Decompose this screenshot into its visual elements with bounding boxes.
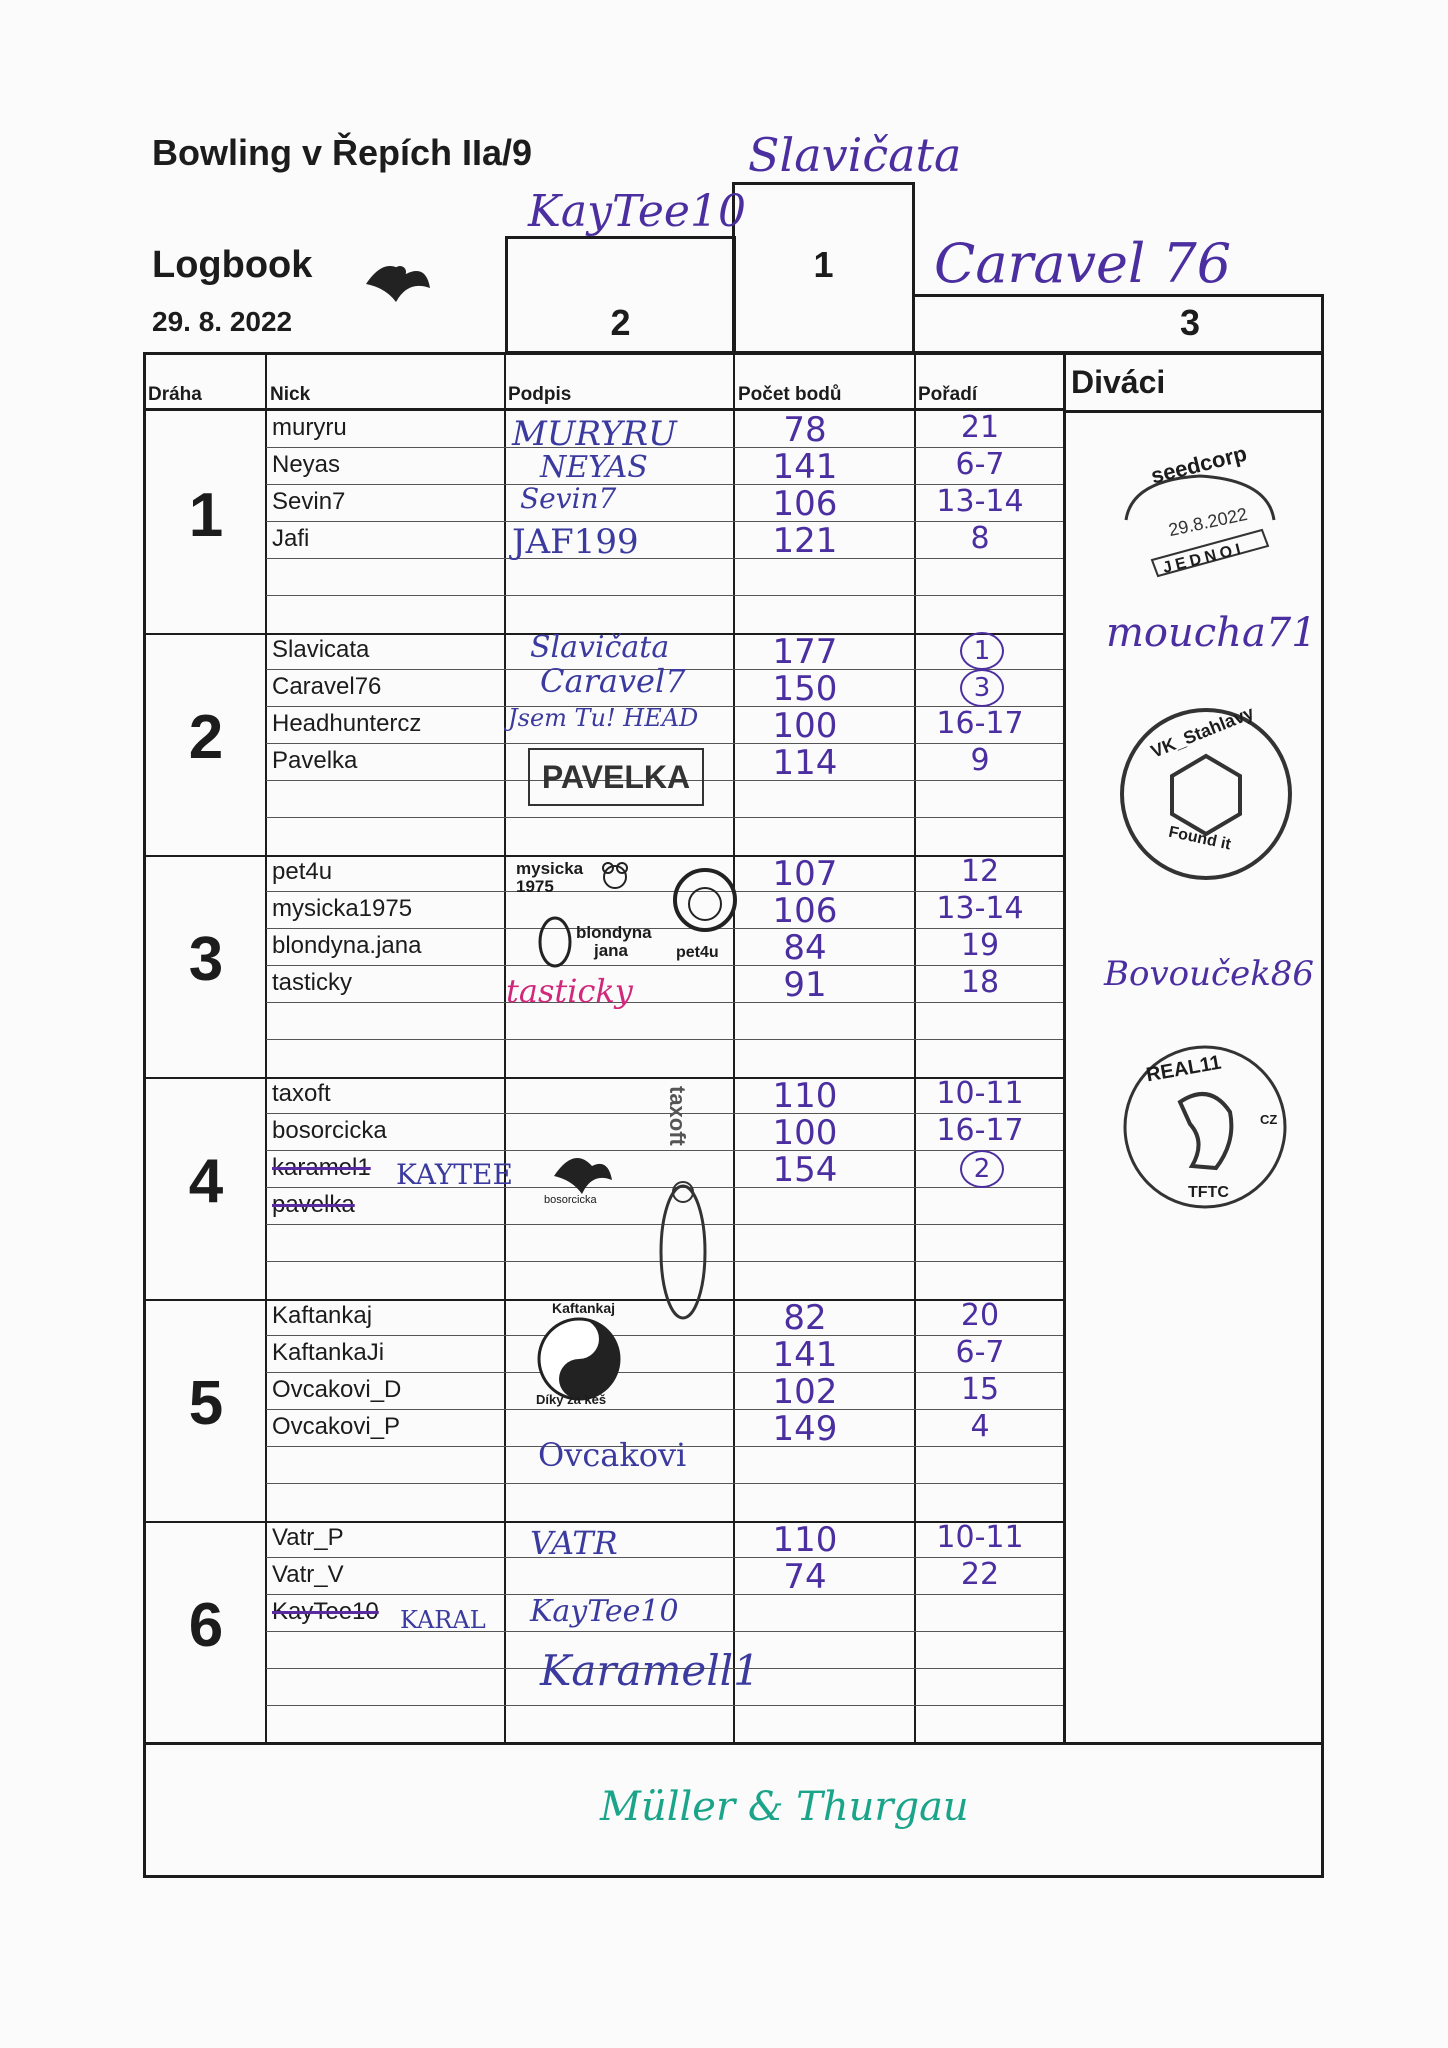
sig-kaftankaj-stamp: Kaftankaj bbox=[552, 1300, 616, 1316]
blonde-face-stamp-icon bbox=[536, 914, 574, 970]
lane-number: 1 bbox=[188, 481, 224, 550]
sig-sevin7: Sevin7 bbox=[520, 482, 617, 515]
sig-neyas: NEYAS bbox=[540, 450, 648, 485]
logbook-date: 29. 8. 2022 bbox=[152, 306, 293, 337]
witch-stamp-icon bbox=[356, 244, 436, 310]
row-line bbox=[266, 1631, 1063, 1632]
player-rank: 6-7 bbox=[955, 447, 1005, 482]
row-line bbox=[266, 1705, 1063, 1706]
podium-first-name: Slavičata bbox=[748, 128, 962, 182]
player-nick: pet4u bbox=[272, 858, 333, 885]
player-points: 74 bbox=[783, 1557, 827, 1597]
lane-number: 4 bbox=[188, 1147, 224, 1216]
spectator-bovoucek86: Bovouček86 bbox=[1104, 954, 1315, 994]
col-line-nick bbox=[504, 352, 506, 1744]
player-points: 177 bbox=[772, 632, 838, 672]
player-rank: 18 bbox=[960, 965, 1000, 1000]
player-nick: muryru bbox=[272, 414, 347, 441]
col-rank: Pořadí bbox=[918, 384, 978, 405]
col-lane: Dráha bbox=[148, 384, 202, 405]
col-line-rank bbox=[1063, 352, 1066, 1744]
player-nick: Ovcakovi_P bbox=[272, 1413, 401, 1440]
vk-stamp-bottom: Found it bbox=[1167, 823, 1233, 854]
podium-third bbox=[912, 294, 1324, 354]
player-nick: taxoft bbox=[272, 1080, 331, 1107]
seedcorp-stamp-date: 29.8.2022 bbox=[1166, 503, 1250, 541]
player-rank: 10-11 bbox=[936, 1520, 1024, 1555]
seedcorp-stamp-top: seedcorp bbox=[1148, 440, 1250, 489]
player-points: 100 bbox=[772, 706, 838, 746]
sig-muryru: MURYRU bbox=[512, 414, 677, 454]
sig-diky-za-kes: Díky za keš bbox=[536, 1392, 607, 1407]
real11-stamp-country: CZ bbox=[1260, 1112, 1278, 1127]
col-spectators: Diváci bbox=[1071, 364, 1166, 400]
player-points: 84 bbox=[783, 928, 827, 968]
sig-pavelka-stamp: PAVELKA bbox=[528, 748, 704, 806]
player-nick: Slavicata bbox=[272, 636, 370, 663]
player-points: 106 bbox=[772, 891, 838, 931]
sig-ovcakovi: Ovcakovi bbox=[538, 1436, 687, 1474]
player-nick: tasticky bbox=[272, 969, 353, 996]
player-points: 82 bbox=[783, 1298, 827, 1338]
player-points: 106 bbox=[772, 484, 838, 524]
player-rank: 13-14 bbox=[936, 484, 1024, 519]
sig-pet4u-stamp: pet4u bbox=[676, 944, 719, 961]
sig-mysicka-stamp: mysicka 1975 bbox=[516, 859, 584, 896]
vk-stamp-top: VK_Stahlavy bbox=[1148, 702, 1257, 762]
player-points: 121 bbox=[772, 521, 838, 561]
col-line-points bbox=[914, 352, 916, 1744]
logbook-label: Logbook bbox=[152, 244, 313, 286]
podium-second-name: KayTee10 bbox=[528, 186, 746, 237]
player-nick: pavelka bbox=[272, 1191, 355, 1218]
podium-second-place: 2 bbox=[610, 302, 631, 343]
col-nick: Nick bbox=[270, 384, 311, 405]
player-rank: 6-7 bbox=[955, 1335, 1005, 1370]
sig-karamell1: Karamell1 bbox=[540, 1646, 760, 1695]
row-line bbox=[266, 1039, 1063, 1040]
player-nick: Headhuntercz bbox=[272, 710, 422, 737]
player-nick: Pavelka bbox=[272, 747, 358, 774]
lane-number: 3 bbox=[188, 925, 224, 994]
podium-third-place: 3 bbox=[1179, 302, 1201, 343]
sig-kaytee-note: KAYTEE bbox=[396, 1158, 513, 1191]
col-line-sig bbox=[733, 352, 735, 1744]
player-points: 154 bbox=[772, 1150, 838, 1190]
player-points: 78 bbox=[783, 410, 827, 450]
player-rank: 4 bbox=[970, 1409, 990, 1444]
col-points: Počet bodů bbox=[738, 384, 842, 405]
player-points: 114 bbox=[772, 743, 838, 783]
player-nick: KayTee10 bbox=[272, 1598, 379, 1625]
row-line bbox=[266, 558, 1063, 559]
sig-slavicata: Slavičata bbox=[530, 630, 670, 665]
row-line bbox=[266, 1150, 1063, 1151]
player-rank: 15 bbox=[960, 1372, 1000, 1407]
spectators-header-line bbox=[1063, 410, 1324, 413]
gecko-stamp-icon bbox=[648, 1172, 718, 1332]
player-nick: Sevin7 bbox=[272, 488, 346, 515]
player-nick: karamel1 bbox=[272, 1154, 371, 1181]
player-rank: 13-14 bbox=[936, 891, 1024, 926]
row-line bbox=[266, 1483, 1063, 1484]
real11-stamp-top: REAL11 bbox=[1144, 1051, 1223, 1087]
player-rank: 21 bbox=[960, 410, 1000, 445]
page-title: Bowling v Řepích IIa/9 bbox=[152, 132, 533, 173]
player-nick: Vatr_V bbox=[272, 1561, 344, 1588]
row-line bbox=[266, 1002, 1063, 1003]
podium-first-place: 1 bbox=[813, 244, 834, 285]
player-points: 150 bbox=[772, 669, 838, 709]
player-rank: 10-11 bbox=[936, 1076, 1024, 1111]
yin-yang-icon bbox=[536, 1316, 622, 1402]
player-points: 110 bbox=[772, 1520, 838, 1560]
player-rank: 16-17 bbox=[936, 706, 1024, 741]
podium-third-name: Caravel 76 bbox=[934, 232, 1232, 295]
sig-blondyna-stamp: blondyna jana bbox=[576, 923, 652, 960]
player-rank: 2 bbox=[960, 1150, 1004, 1188]
karal-note: KARAL bbox=[400, 1606, 486, 1634]
sig-taxoft-stamp: taxoft bbox=[665, 1086, 690, 1146]
player-rank: 1 bbox=[960, 632, 1004, 670]
player-points: 102 bbox=[772, 1372, 838, 1412]
player-nick: Jafi bbox=[272, 525, 310, 552]
player-nick: KaftankaJi bbox=[272, 1339, 385, 1366]
player-points: 141 bbox=[772, 447, 838, 487]
player-nick: bosorcicka bbox=[272, 1117, 387, 1144]
lane-number: 6 bbox=[188, 1591, 224, 1660]
player-points: 110 bbox=[772, 1076, 838, 1116]
player-nick: Neyas bbox=[272, 451, 341, 478]
player-points: 107 bbox=[772, 854, 838, 894]
lane-number: 2 bbox=[188, 703, 224, 772]
player-rank: 3 bbox=[960, 669, 1004, 707]
player-rank: 12 bbox=[960, 854, 1000, 889]
player-rank: 16-17 bbox=[936, 1113, 1024, 1148]
player-rank: 22 bbox=[960, 1557, 1000, 1592]
player-rank: 9 bbox=[970, 743, 990, 778]
sig-tasticky: tasticky bbox=[506, 972, 633, 1010]
player-rank: 19 bbox=[960, 928, 1000, 963]
player-rank: 8 bbox=[970, 521, 990, 556]
lion-stamp-icon bbox=[668, 860, 742, 956]
player-nick: Kaftankaj bbox=[272, 1302, 373, 1329]
player-points: 141 bbox=[772, 1335, 838, 1375]
mouse-stamp-icon bbox=[598, 860, 632, 894]
sig-jafi: JAF199 bbox=[512, 522, 639, 562]
player-nick: Caravel76 bbox=[272, 673, 382, 700]
sig-caravel76: Caravel7 bbox=[540, 662, 686, 700]
player-rank: 20 bbox=[960, 1298, 1000, 1333]
real11-stamp-bottom: TFTC bbox=[1188, 1184, 1229, 1201]
player-nick: mysicka1975 bbox=[272, 895, 413, 922]
col-signature: Podpis bbox=[508, 384, 572, 405]
col-line-lane bbox=[265, 352, 267, 1744]
footer-note: Müller & Thurgau bbox=[600, 1784, 969, 1830]
player-points: 91 bbox=[783, 965, 827, 1005]
row-line bbox=[266, 595, 1063, 596]
sig-kaytee10: KayTee10 bbox=[530, 1594, 679, 1629]
bosorcicka-stamp-icon bbox=[546, 1140, 616, 1200]
sig-bosorcicka-stamp: bosorcicka bbox=[544, 1194, 597, 1206]
lane-number: 5 bbox=[188, 1369, 224, 1438]
player-points: 100 bbox=[772, 1113, 838, 1153]
row-line bbox=[266, 817, 1063, 818]
player-points: 149 bbox=[772, 1409, 838, 1449]
sig-vatr: VATR bbox=[530, 1524, 618, 1562]
table-footer-line bbox=[143, 1742, 1324, 1745]
player-nick: Vatr_P bbox=[272, 1524, 344, 1551]
player-nick: Ovcakovi_D bbox=[272, 1376, 402, 1403]
spectator-moucha71: moucha71 bbox=[1106, 610, 1317, 656]
seedcorp-stamp-bottom: JEDNOI bbox=[1161, 540, 1247, 577]
player-nick: blondyna.jana bbox=[272, 932, 422, 959]
sig-headhuntercz: Jsem Tu! HEAD bbox=[508, 704, 699, 732]
